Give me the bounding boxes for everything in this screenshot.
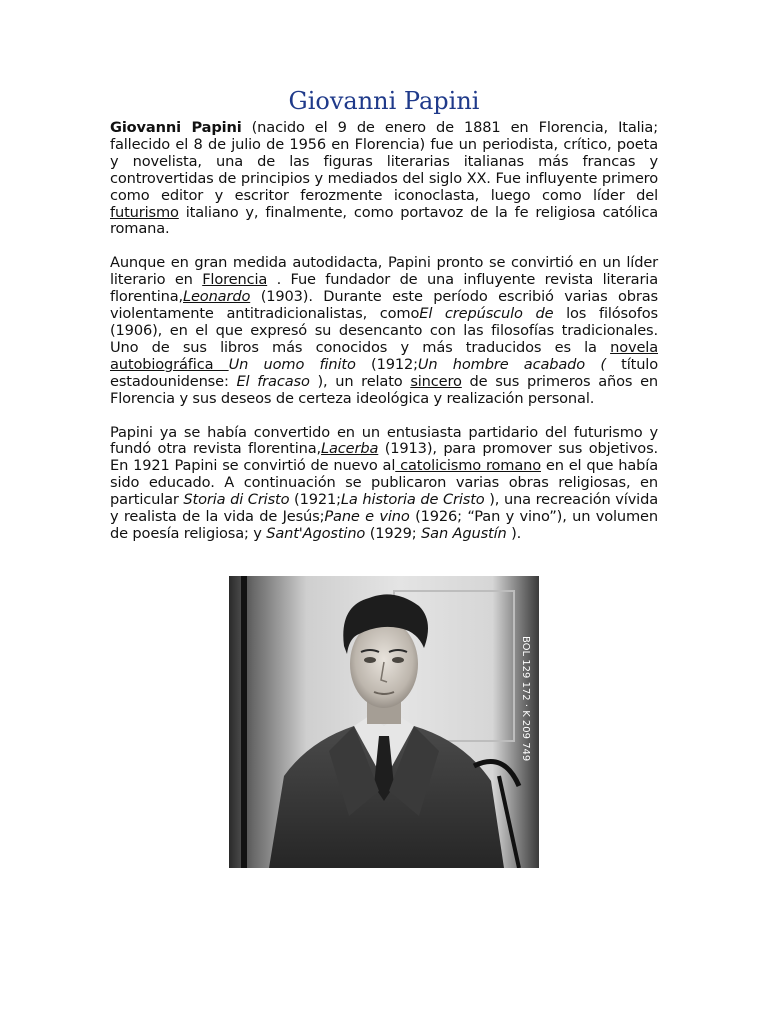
text-run: (nacido el 9 de enero de 1881 en Florencia, Italia; fallecido el 8 de julio de 1956 en Florencia) fue un periodista, crítico, poeta y novelista, una de las figuras literarias italianas más francas y controvertidas de principios y mediados del siglo XX. Fue influyente primero como editor y escritor ferozmente iconoclasta, luego como líder del [110,119,658,204]
text-run: de sus primeros años en Florencia y sus deseos de certeza ideológica y realización personal. [110,372,659,407]
text-run: (1926; “Pan y vino”), un volumen de poesía religiosa; y [110,508,658,542]
link-futurismo[interactable]: futurismo [110,203,179,221]
link-lacerba[interactable]: Lacerba [321,440,379,458]
work-title: El fracaso [236,372,310,390]
text-run: Papini ya se había convertido en un entusiasta partidario del futurismo y fundó otra revista florentina, [110,423,658,458]
text-run: (1921; [289,491,341,509]
work-title: Sant'Agostino [266,524,366,542]
text-run: (1912; [355,355,418,373]
paragraph-early-career [110,255,658,407]
work-title: Storia di Cristo [183,491,290,509]
link-catolicismo-romano[interactable]: catolicismo romano [395,457,541,475]
text-run: título estadounidense: [110,355,658,390]
text-run: (1903). Durante este período escribió varias obras violentamente antitradicionalistas, como [110,288,658,323]
text-run: italiano y, finalmente, como portavoz de la fe religiosa católica romana. [110,203,658,238]
paragraph-later-career [110,425,658,543]
work-title: Un uomo finito [228,355,356,373]
link-leonardo[interactable]: Leonardo [183,288,251,306]
work-title: Pane e vino [324,508,410,526]
text-run: Aunque en gran medida autodidacta, Papini pronto se convirtió en un líder literario en [110,254,658,289]
text-run: en el que había sido educado. A continuación se publicaron varias obras religiosas, en particular [110,457,658,509]
text-run: ), una recreación vívida y realista de la vida de Jesús; [110,491,658,526]
text-run: los filósofos (1906), en el que expresó su desencanto con las filosofías tradicionales. Uno de sus libros más conocidos y más traducidos es la [110,305,658,356]
link-sincero[interactable]: sincero [410,372,462,390]
work-title: La historia de Cristo [340,491,485,509]
portrait-photo [229,576,539,868]
link-novela-autobiografica[interactable]: novela autobiográfica [110,338,658,373]
work-title: El crepúsculo de [419,305,554,323]
text-run: ). [506,524,522,542]
text-run: (1929; [365,524,422,542]
work-title: Un hombre acabado ( [417,355,606,373]
work-title: San Agustín [421,524,507,542]
link-florencia[interactable]: Florencia [202,271,268,289]
subject-name: Giovanni Papini [110,119,242,136]
document-page [110,86,658,560]
paragraph-intro [110,120,658,238]
page-title: Giovanni Papini [288,87,480,115]
plate-annotation: BOL 129 172 · K 209 749 [520,636,531,762]
text-run: . Fue fundador de una influyente revista literaria florentina, [110,271,659,306]
portrait-illustration [229,576,539,868]
text-run: ), un relato [309,372,411,390]
text-run: (1913), para promover sus objetivos. En 1921 Papini se convirtió de nuevo al [110,440,659,475]
